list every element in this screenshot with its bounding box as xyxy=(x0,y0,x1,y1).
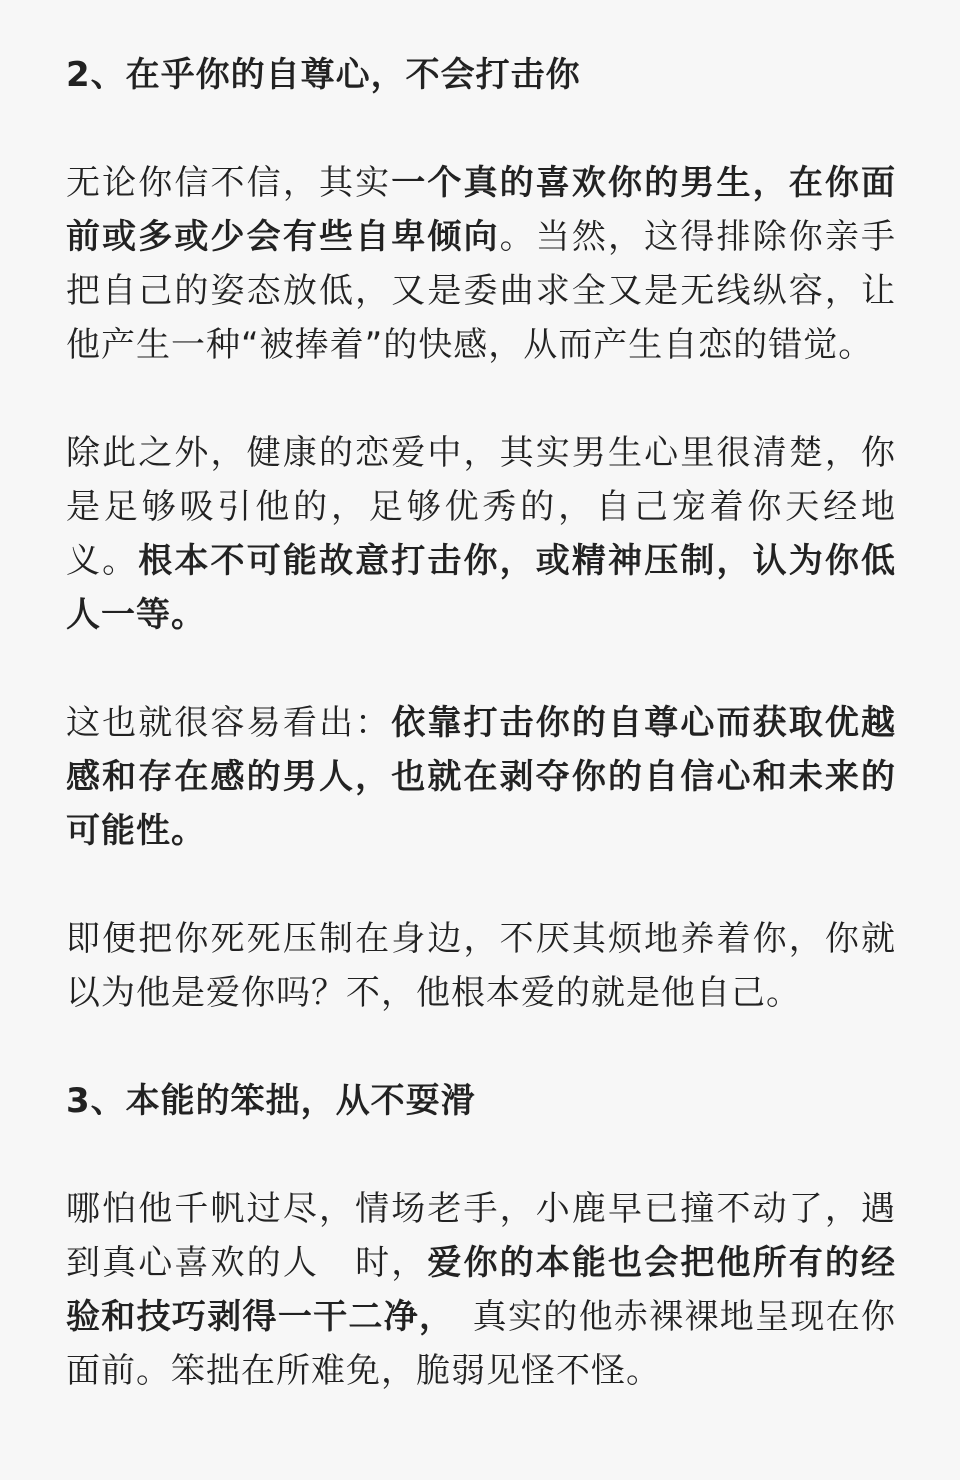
paragraph-1-text-a: 无论你信不信，其实 xyxy=(66,163,392,203)
paragraph-1 xyxy=(66,156,896,372)
paragraph-2-bold: 根本不可能故意打击你，或精神压制，认为你低人一等。 xyxy=(66,541,897,635)
paragraph-3 xyxy=(66,696,896,858)
paragraph-4-text: 即便把你死死压制在身边，不厌其烦地养着你，你就以为他是爱你吗？不，他根本爱的就是他自己。 xyxy=(66,919,896,1013)
paragraph-3-text: 这也就很容易看出： xyxy=(66,703,392,743)
paragraph-1-bold: 一个真的喜欢你的男生，在你面前或多或少会有些自卑倾向 xyxy=(66,163,897,257)
paragraph-3-bold: 依靠打击你的自尊心而获取优越感和存在感的男人，也就在剥夺你的自信心和未来的可能性。 xyxy=(66,703,897,851)
paragraph-5-bold: 爱你的本能也会把他所有的经验和技巧剥得一干二净， xyxy=(66,1243,897,1337)
paragraph-1-text-b: 。当然，这得排除你亲手把自己的姿态放低，又是委曲求全又是无线纵容，让他产生一种“被捧着”的快感，从而产生自恋的错觉。 xyxy=(66,217,897,365)
paragraph-4 xyxy=(66,912,896,1020)
section-heading-2: 2、在乎你的自尊心，不会打击你 xyxy=(66,55,581,95)
section-heading-3: 3、本能的笨拙，从不耍滑 xyxy=(66,1081,476,1121)
paragraph-5 xyxy=(66,1182,896,1398)
paragraph-5-text-a: 哪怕他千帆过尽，情场老手，小鹿早已撞不动了，遇到真心喜欢的人 时， xyxy=(66,1189,896,1283)
paragraph-5-text-b: 真实的他赤裸裸地呈现在你面前。笨拙在所难免，脆弱见怪不怪。 xyxy=(66,1297,897,1391)
paragraph-2-text: 除此之外，健康的恋爱中，其实男生心里很清楚，你是足够吸引他的，足够优秀的，自己宠着你天经地义。 xyxy=(66,433,896,581)
paragraph-2 xyxy=(66,426,896,642)
